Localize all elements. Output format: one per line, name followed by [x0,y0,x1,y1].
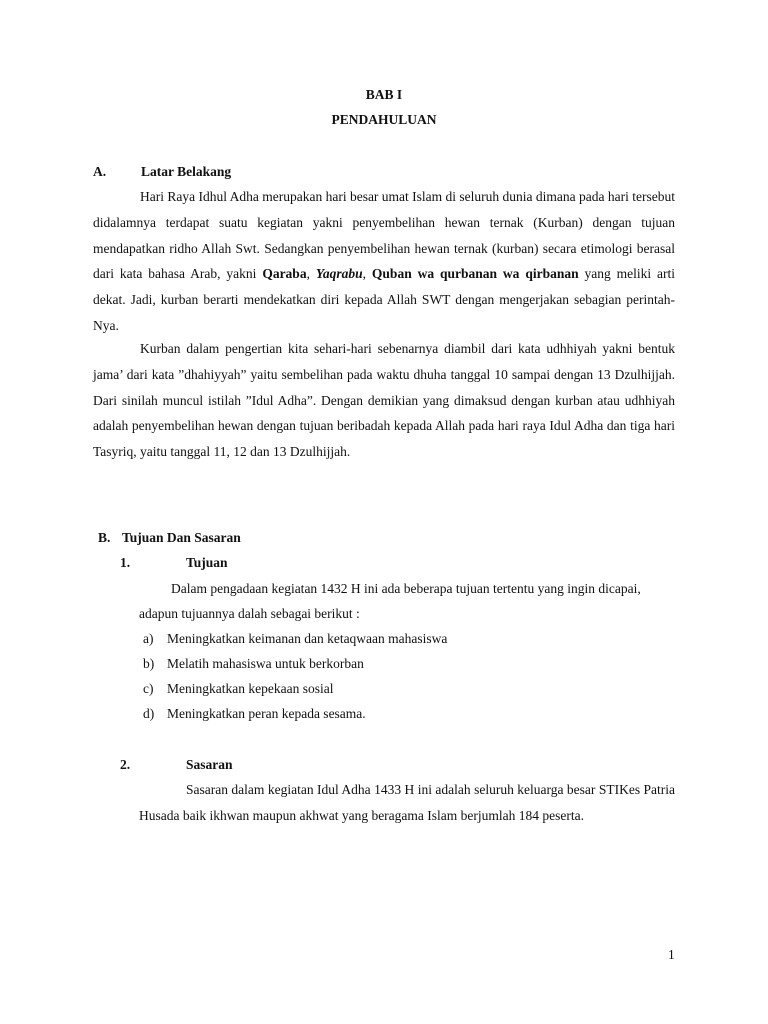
subsection-1-intro [139,577,675,626]
section-a-paragraph-2 [93,336,675,465]
section-b-marker: B. [98,530,111,545]
list-marker: b) [143,656,155,671]
list-marker: c) [143,681,154,696]
term-qaraba: Qaraba [262,266,307,282]
subsection-1-title: Tujuan [186,555,228,570]
sasaran-text: Sasaran dalam kegiatan Idul Adha 1433 H ini adalah seluruh keluarga besar STIKes Patria Husada baik ikhwan maupun akhwat yang beragama Islam berjumlah 184 peserta. [139,782,675,823]
page-number: 1 [668,947,675,962]
list-marker: d) [143,706,155,721]
subsection-2-text [139,777,675,828]
subsection-1-marker: 1. [120,555,131,570]
list-text: Meningkatkan peran kepada sesama. [167,706,366,721]
section-a-marker: A. [93,164,107,179]
list-marker: a) [143,631,154,646]
list-item [143,681,333,697]
list-item [143,631,447,647]
term-separator: , [306,266,310,282]
list-item [143,656,364,672]
list-text: Melatih mahasiswa untuk berkorban [167,656,364,671]
term-separator: , [362,266,367,282]
subsection-2-title: Sasaran [186,757,233,772]
list-item [143,706,366,722]
term-quban: Quban wa qurbanan wa qirbanan [371,266,579,282]
section-b-title: Tujuan Dan Sasaran [122,530,241,545]
intro-text: Dalam pengadaan kegiatan 1432 H ini ada beberapa tujuan tertentu yang ingin dicapai, adapun tujuannya dalah sebagai berikut : [139,581,641,621]
para1-text-start: Hari Raya Idhul Adha merupakan hari besar umat Islam di seluruh dunia dimana pada hari tersebut didalamnya terdapat suatu kegiatan yakni penyembelihan hewan ternak (Kurban) dengan tujuan mendapatkan ridho Allah Swt. Sedangkan penyembelihan hewan ternak (kurban) secara etimologi berasal dari kata bahasa Arab, yakni [93,189,675,282]
list-text: Meningkatkan keimanan dan ketaqwaan mahasiswa [167,631,448,646]
section-a-title: Latar Belakang [141,164,232,179]
section-a-paragraph-1 [93,184,675,339]
subsection-2-marker: 2. [120,757,131,772]
para1-text-end: yang meliki arti dekat. Jadi, kurban berarti mendekatkan diri kepada Allah SWT dengan mengerjakan sebagian perintah-Nya. [93,266,676,333]
chapter-label: BAB I [365,87,403,102]
term-yaqrabu: Yaqrabu [315,266,363,282]
list-text: Meningkatkan kepekaan sosial [167,681,334,696]
chapter-title: PENDAHULUAN [331,112,437,127]
para2-text: Kurban dalam pengertian kita sehari-hari sebenarnya diambil dari kata udhhiyah yakni bentuk jama’ dari kata ”dhahiyyah” yaitu sembelihan pada waktu dhuha tanggal 10 sampai dengan 13 Dzulhijjah. Dari sinilah muncul istilah ”Idul Adha”. Dengan demikian yang dimaksud dengan kurban atau udhhiyah adalah penyembelihan hewan dengan tujuan beribadah kepada Allah pada hari raya Idul Adha dan tiga hari Tasyriq, yaitu tanggal 11, 12 dan 13 Dzulhijjah. [93,341,675,460]
